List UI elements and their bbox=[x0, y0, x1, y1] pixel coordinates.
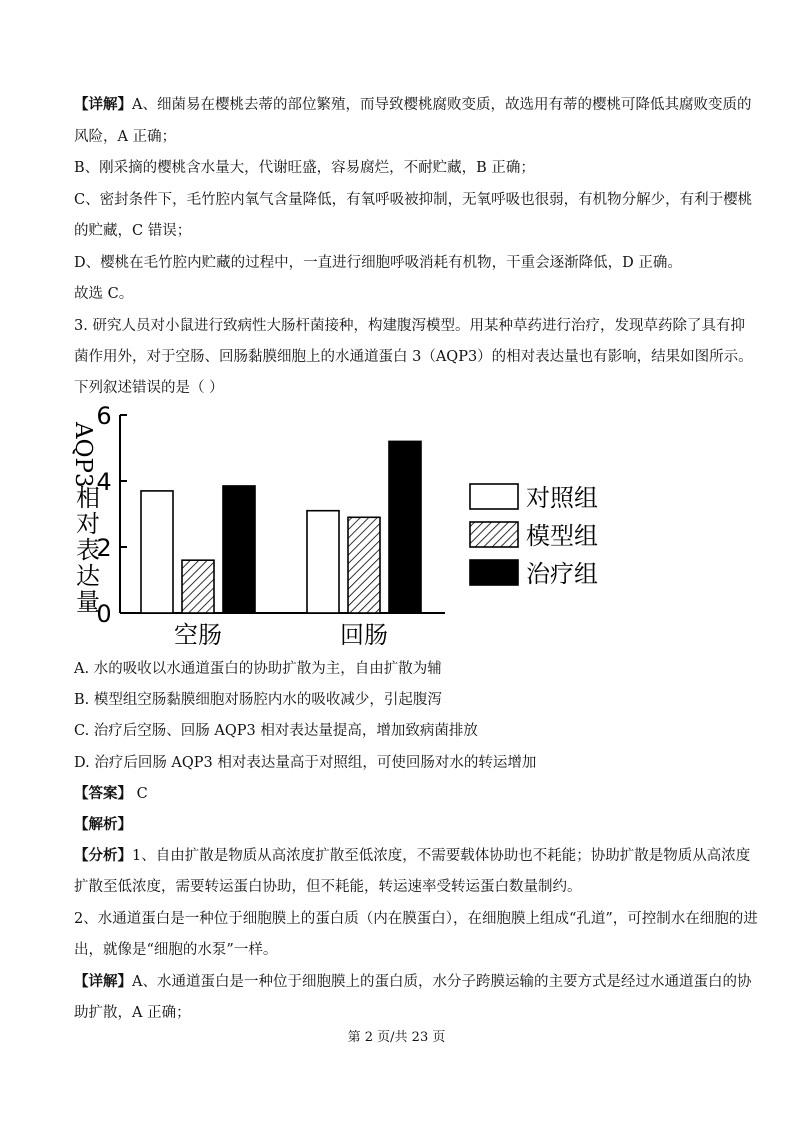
analysis-tag: 【解析】 bbox=[74, 816, 132, 833]
line-text: B、刚采摘的樱桃含水量大，代谢旺盛，容易腐烂，不耐贮藏，B 正确； bbox=[74, 160, 535, 176]
line-text: D、樱桃在毛竹腔内贮藏的过程中，一直进行细胞呼吸消耗有机物，干重会逐渐降低，D 正确。 bbox=[74, 255, 682, 271]
y-tick-label: 2 bbox=[96, 534, 112, 562]
legend-swatch bbox=[470, 560, 518, 585]
legend-label: 对照组 bbox=[526, 484, 598, 512]
line-text: A、细菌易在樱桃去蒂的部位繁殖，而导致樱桃腐败变质，故选用有蒂的樱桃可降低其腐败变质的 bbox=[132, 97, 752, 113]
body-line bbox=[74, 158, 535, 178]
line-text: 助扩散，A 正确； bbox=[74, 1005, 191, 1021]
line-text: A、水通道蛋白是一种位于细胞膜上的蛋白质，水分子跨膜运输的主要方式是经过水通道蛋白的协 bbox=[132, 974, 752, 990]
y-axis-label-char: 表 bbox=[76, 536, 100, 564]
body-line bbox=[74, 127, 176, 147]
option-b: B. 模型组空肠黏膜细胞对肠腔内水的吸收减少，引起腹泻 bbox=[74, 692, 442, 708]
body-line bbox=[74, 316, 745, 336]
option-a: A. 水的吸收以水通道蛋白的协助扩散为主，自由扩散为辅 bbox=[74, 661, 442, 677]
analysis-line bbox=[74, 846, 750, 866]
line-text: 1、自由扩散是物质从高浓度扩散至低浓度，不需要载体协助也不耗能；协助扩散是物质从高浓度 bbox=[132, 848, 751, 864]
body-line bbox=[74, 284, 133, 304]
y-axis-label-char: 达 bbox=[76, 562, 100, 590]
body-line bbox=[74, 95, 751, 115]
section-tag: 【详解】 bbox=[74, 96, 132, 113]
bar-模型组-空肠 bbox=[182, 560, 214, 613]
x-category-label: 空肠 bbox=[174, 621, 222, 649]
legend-swatch bbox=[470, 522, 518, 547]
bar-对照组-空肠 bbox=[141, 491, 173, 613]
line-text: 菌作用外，对于空肠、回肠黏膜细胞上的水通道蛋白 3（AQP3）的相对表达量也有影响，结果如图所示。 bbox=[74, 349, 753, 365]
body-line bbox=[74, 253, 682, 273]
body-line bbox=[74, 378, 224, 398]
bar-治疗组-回肠 bbox=[389, 441, 421, 613]
y-axis-label-char: 相 bbox=[76, 484, 100, 512]
line-text: 的贮藏，C 错误； bbox=[74, 223, 192, 239]
body-line bbox=[74, 190, 752, 210]
body-line bbox=[74, 347, 753, 367]
bar-对照组-回肠 bbox=[307, 511, 339, 613]
legend-label: 模型组 bbox=[526, 522, 598, 550]
option-c: C. 治疗后空肠、回肠 AQP3 相对表达量提高，增加致病菌排放 bbox=[74, 723, 478, 739]
analysis-line bbox=[74, 877, 582, 897]
y-axis-label-latin: AQP3 bbox=[70, 422, 96, 488]
line-text: 风险，A 正确； bbox=[74, 129, 177, 145]
legend-swatch bbox=[470, 484, 518, 509]
line-text: 出，就像是“细胞的水泵”一样。 bbox=[74, 942, 278, 958]
section-tag: 【分析】 bbox=[74, 847, 132, 864]
y-tick-label: 6 bbox=[96, 402, 112, 430]
y-axis-label-char: 量 bbox=[76, 588, 100, 616]
analysis-line bbox=[74, 1003, 191, 1023]
answer-value: C bbox=[136, 786, 148, 802]
line-text: 2、水通道蛋白是一种位于细胞膜上的蛋白质（内在膜蛋白），在细胞膜上组成“孔道”，可控制水在细胞的进 bbox=[74, 911, 758, 927]
line-text: 故选 C。 bbox=[74, 286, 134, 302]
line-text: 扩散至低浓度，需要转运蛋白协助，但不耗能，转运速率受转运蛋白数量制约。 bbox=[74, 879, 582, 895]
body-line bbox=[74, 221, 191, 241]
analysis-line bbox=[74, 972, 751, 992]
analysis-line bbox=[74, 940, 277, 960]
legend-label: 治疗组 bbox=[526, 560, 598, 588]
answer-line bbox=[74, 784, 148, 804]
aqp3-bar-chart bbox=[70, 400, 610, 650]
line-text: 下列叙述错误的是（ ） bbox=[74, 380, 224, 396]
line-text: 3. 研究人员对小鼠进行致病性大肠杆菌接种，构建腹泻模型。用某种草药进行治疗，发现草药除了具有抑 bbox=[74, 318, 745, 334]
bar-治疗组-空肠 bbox=[223, 486, 255, 613]
x-category-label: 回肠 bbox=[340, 621, 388, 649]
answer-tag: 【答案】 bbox=[74, 785, 132, 802]
option-d: D. 治疗后回肠 AQP3 相对表达量高于对照组，可使回肠对水的转运增加 bbox=[74, 755, 537, 771]
y-tick-label: 0 bbox=[96, 600, 112, 628]
page-footer: 第 2 页/共 23 页 bbox=[347, 1030, 446, 1045]
line-text: C、密封条件下，毛竹腔内氧气含量降低，有氧呼吸被抑制，无氧呼吸也很弱，有机物分解少，有利于樱桃 bbox=[74, 192, 753, 208]
section-tag: 【详解】 bbox=[74, 973, 132, 990]
y-axis-label-char: 对 bbox=[76, 510, 100, 538]
y-tick-label: 4 bbox=[96, 468, 112, 496]
bar-模型组-回肠 bbox=[348, 517, 380, 613]
analysis-line bbox=[74, 909, 758, 929]
